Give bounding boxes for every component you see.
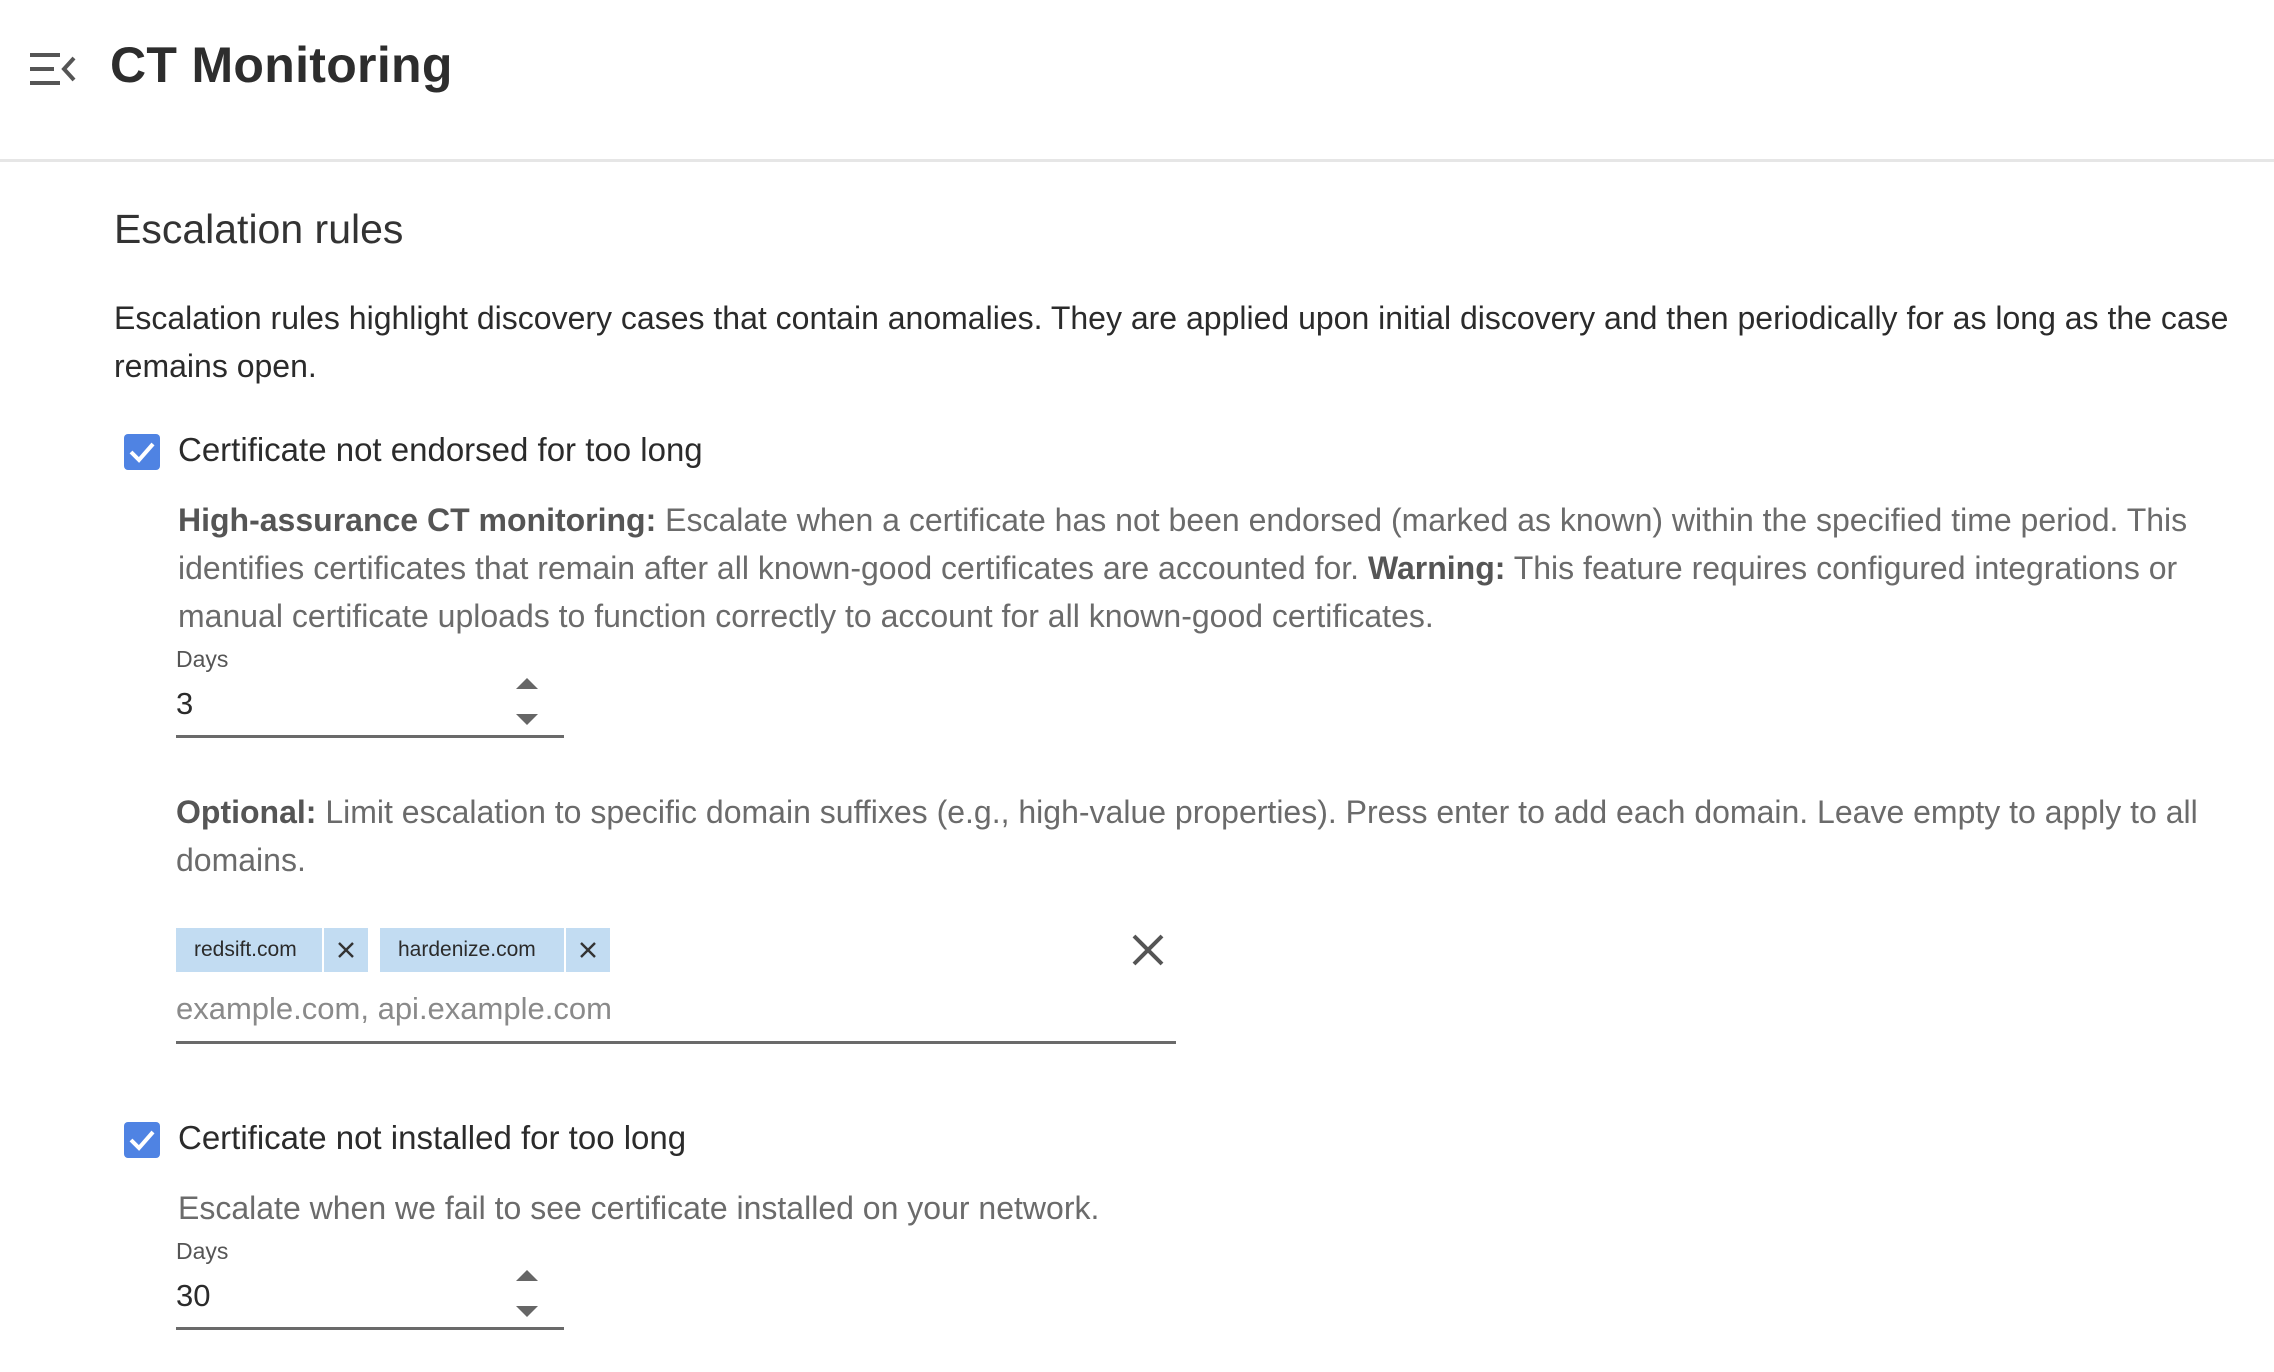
clear-all-icon[interactable] <box>1126 928 1170 972</box>
rule-description-not-installed: Escalate when we fail to see certificate installed on your network. <box>178 1190 1100 1226</box>
days-input-not-installed[interactable] <box>176 1274 564 1330</box>
spin-down-icon[interactable] <box>516 714 538 725</box>
warning-label: Warning: <box>1367 550 1506 586</box>
domain-chip <box>380 928 610 972</box>
days-value: 3 <box>176 686 194 721</box>
domain-chip <box>176 928 368 972</box>
menu-collapse-icon[interactable] <box>28 50 78 88</box>
spin-up-icon[interactable] <box>516 678 538 689</box>
days-label: Days <box>176 646 229 672</box>
spin-down-icon[interactable] <box>516 1306 538 1317</box>
app-title: CT Monitoring <box>110 37 453 93</box>
days-label: Days <box>176 1238 229 1264</box>
optional-domains-description <box>176 788 2236 884</box>
optional-text: Limit escalation to specific domain suffixes (e.g., high-value properties). Press enter to add each domain. Leave empty to apply to all domains. <box>176 794 2198 878</box>
section-title: Escalation rules <box>114 206 404 252</box>
days-value: 30 <box>176 1278 211 1313</box>
rule-checkbox-not-installed[interactable] <box>124 1122 160 1158</box>
check-icon <box>128 439 156 465</box>
chip-label: redsift.com <box>194 938 297 961</box>
optional-label: Optional: <box>176 794 317 830</box>
days-input-not-endorsed[interactable] <box>176 682 564 738</box>
app-header <box>0 0 2274 162</box>
section-intro: Escalation rules highlight discovery cases that contain anomalies. They are applied upon initial discovery and then periodically for as long as the case remains open. <box>114 300 2229 384</box>
high-assurance-label: High-assurance CT monitoring: <box>178 502 657 538</box>
description-text: Escalate when a certificate has not been endorsed (marked as known) within the specified time period. This identifies certificates that remain after all known-good certificates are accounted for. <box>178 502 2188 586</box>
rule-label-not-installed: Certificate not installed for too long <box>178 1119 687 1156</box>
domain-suffix-input[interactable] <box>176 976 1176 1044</box>
rule-label-not-endorsed: Certificate not endorsed for too long <box>178 431 703 468</box>
chip-label: hardenize.com <box>398 938 536 961</box>
rule-description-not-endorsed <box>178 496 2238 640</box>
check-icon <box>128 1127 156 1153</box>
spin-up-icon[interactable] <box>516 1270 538 1281</box>
rule-checkbox-not-endorsed[interactable] <box>124 434 160 470</box>
chip-remove-icon[interactable] <box>322 928 368 972</box>
warning-text: This feature requires configured integrations or manual certificate uploads to function correctly to account for all known-good certificates. <box>178 550 2178 634</box>
chip-remove-icon[interactable] <box>564 928 610 972</box>
